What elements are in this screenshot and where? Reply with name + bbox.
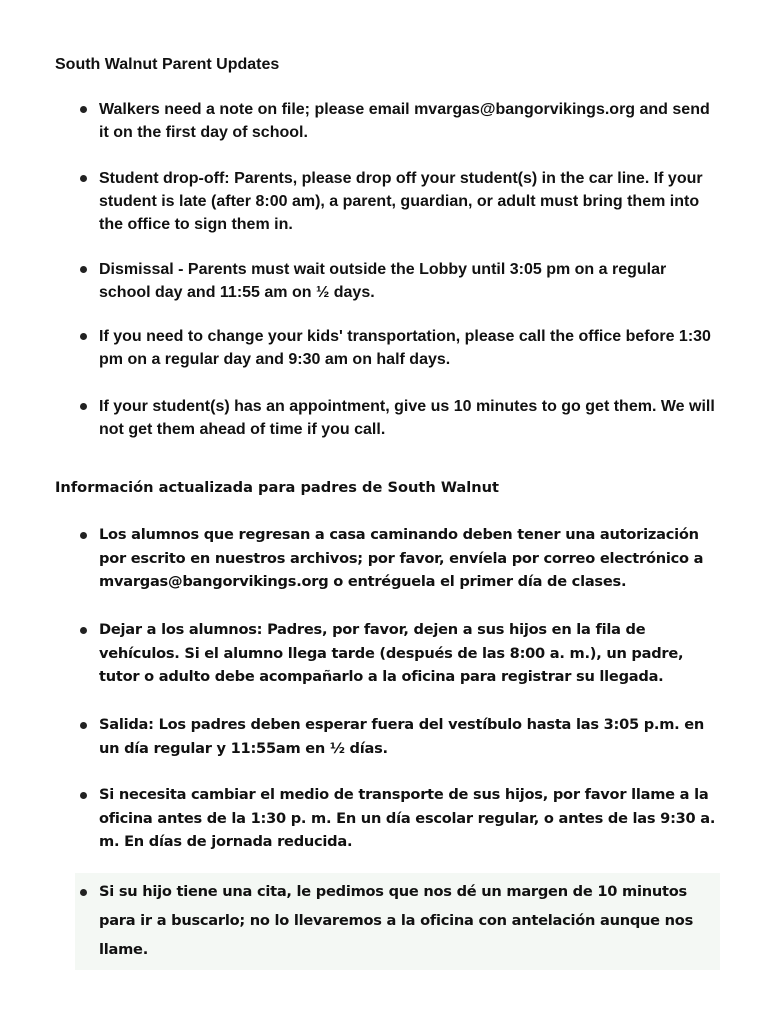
bullet-icon (80, 333, 87, 340)
spanish-update-text: Si necesita cambiar el medio de transporte de sus hijos, por favor llame a la oficina antes de la 1:30 p. m. En un día escolar regular, o antes de las 9:30 a. m. En días de jornada reducida. (99, 786, 716, 850)
bullet-icon (80, 889, 87, 896)
english-update-text: Student drop-off: Parents, please drop off your student(s) in the car line. If your student is late (after 8:00 am), a parent, guardian, or adult must bring them into the office to sign them in. (99, 170, 703, 233)
english-update-text: If you need to change your kids' transportation, please call the office before 1:30 pm on a regular day and 9:30 am on half days. (99, 328, 711, 368)
bullet-icon (80, 532, 87, 539)
spanish-section-title: Información actualizada para padres de South Walnut (55, 479, 500, 496)
spanish-update-text: Salida: Los padres deben esperar fuera del vestíbulo hasta las 3:05 p.m. en un día regular y 11:55am en ½ días. (99, 716, 705, 757)
english-update-text: Walkers need a note on file; please email mvargas@bangorvikings.org and send it on the first day of school. (99, 101, 710, 141)
bullet-icon (80, 266, 87, 273)
english-update-text: Dismissal - Parents must wait outside the Lobby until 3:05 pm on a regular school day and 11:55 am on ½ days. (99, 261, 667, 301)
english-update-item (75, 167, 720, 236)
spanish-update-text: Dejar a los alumnos: Padres, por favor, dejen a sus hijos en la fila de vehículos. Si el alumno llega tarde (después de las 8:00 a. m.), un padre, tutor o adulto debe acompañarlo a la oficina para registrar su llegada. (99, 621, 684, 685)
spanish-update-item (75, 873, 720, 970)
bullet-icon (80, 722, 87, 729)
spanish-update-text: Si su hijo tiene una cita, le pedimos que nos dé un margen de 10 minutos para ir a buscarlo; no lo llevaremos a la oficina con antelación aunque nos llame. (99, 883, 694, 958)
spanish-update-item (75, 618, 720, 689)
bullet-icon (80, 403, 87, 410)
english-update-text: If your student(s) has an appointment, give us 10 minutes to go get them. We will not get them ahead of time if you call. (99, 398, 715, 438)
english-update-item (75, 258, 720, 304)
english-update-item (75, 98, 720, 144)
english-update-item (75, 395, 720, 441)
english-update-item (75, 325, 720, 371)
bullet-icon (80, 627, 87, 634)
english-section-title: South Walnut Parent Updates (55, 56, 280, 73)
spanish-update-item (75, 783, 720, 854)
spanish-update-text: Los alumnos que regresan a casa caminando deben tener una autorización por escrito en nuestros archivos; por favor, envíela por correo electrónico a mvargas@bangorvikings.org o entréguela el primer día de clases. (99, 526, 704, 590)
bullet-icon (80, 175, 87, 182)
spanish-update-item (75, 523, 720, 594)
bullet-icon (80, 106, 87, 113)
spanish-update-item (75, 713, 720, 760)
bullet-icon (80, 792, 87, 799)
